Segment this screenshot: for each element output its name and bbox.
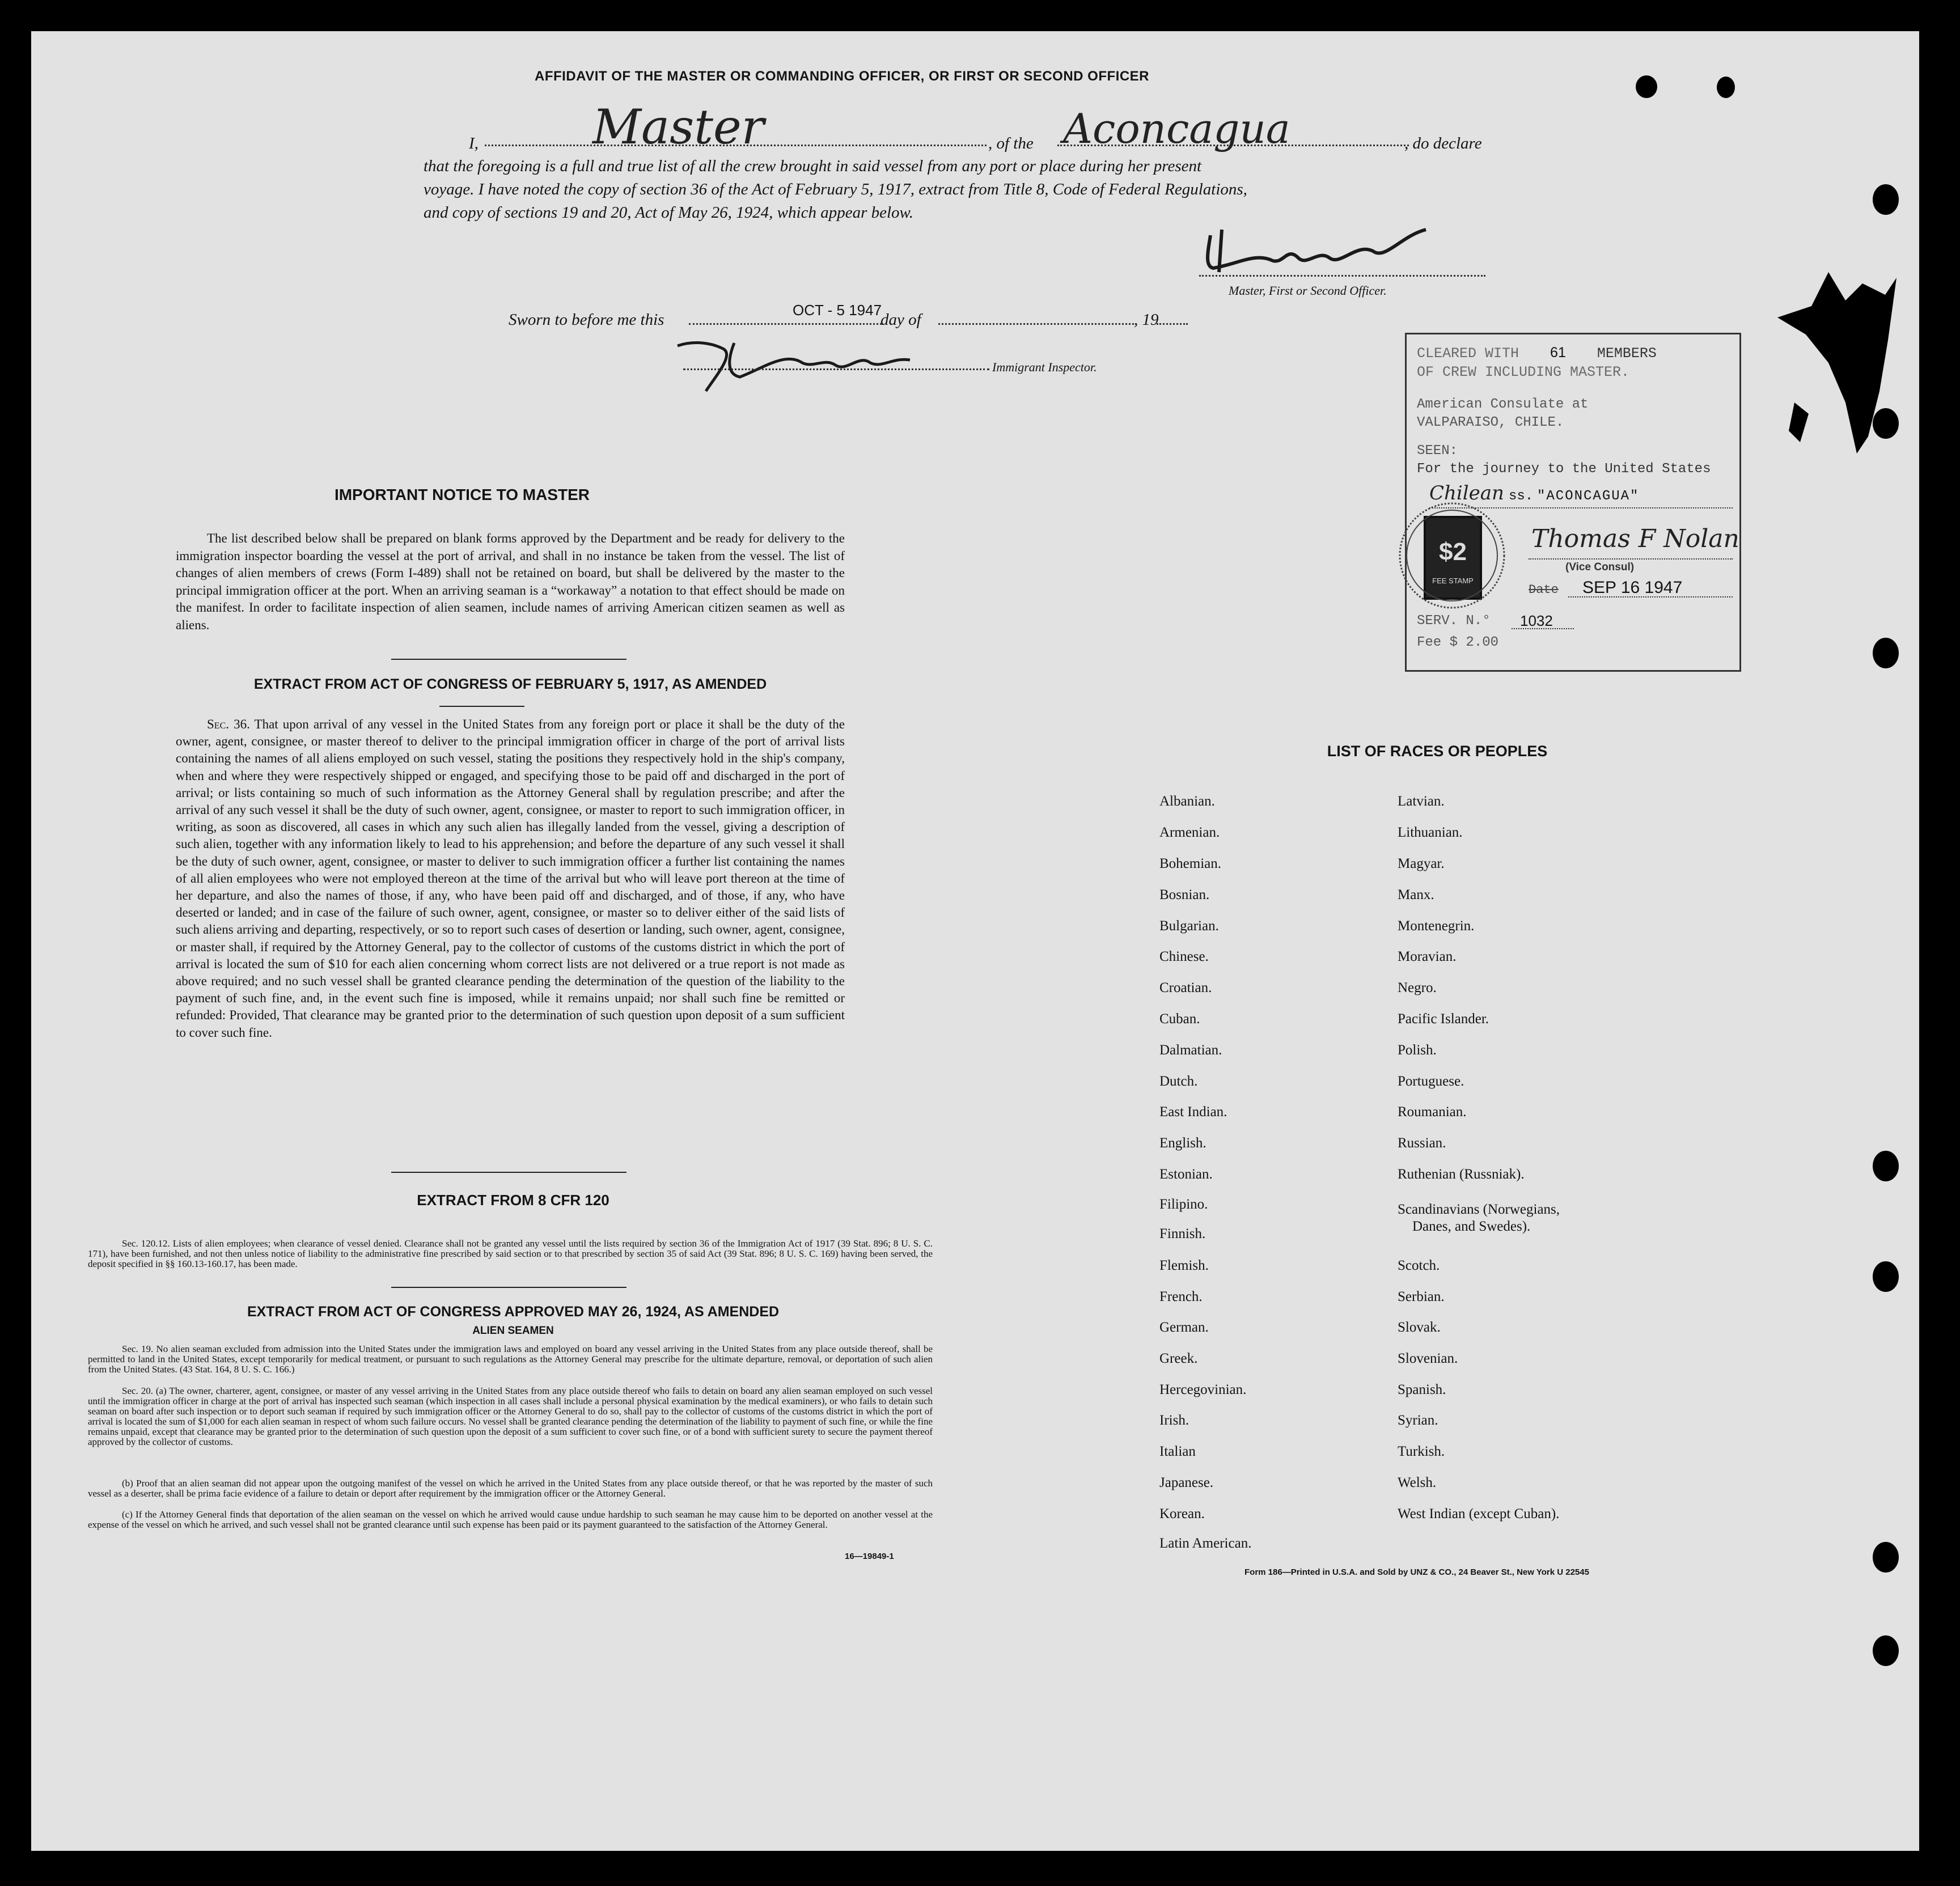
consulate-seal <box>1395 499 1509 612</box>
year-prefix: , 19 <box>1134 311 1159 329</box>
section-divider <box>439 706 524 707</box>
sworn-label: Sworn to before me this <box>509 311 664 329</box>
punch-hole <box>1636 75 1657 98</box>
vessel-handwriting: Aconcagua <box>1063 105 1290 152</box>
stamp-fee: Fee $ 2.00 <box>1417 635 1499 650</box>
race-item: Polish. <box>1398 1042 1437 1058</box>
race-item: Roumanian. <box>1398 1104 1467 1120</box>
extract-1924-subtitle: ALIEN SEAMEN <box>472 1325 554 1337</box>
race-item: Portuguese. <box>1398 1074 1464 1089</box>
punch-hole <box>1717 77 1735 98</box>
notice-body: The list described below shall be prepared on blank forms approved by the Department and be ready for delivery to the immigration inspector boarding the vessel at the port of arrival, and shall in no instance be taken from the vessel. The list of changes of alien members of crews (Form I-489) shall not be retained on board, but shall be delivered by the master to the principal immigration officer at the port. When an arriving seaman is a “workaway” a notation to that effect should be made on the manifest. In order to facilitate inspection of alien seamen, include names of arriving American citizen seamen as well as aliens. <box>176 531 845 632</box>
race-item: Russian. <box>1398 1135 1446 1151</box>
stamp-serv-line <box>1512 628 1574 629</box>
race-item: Latvian. <box>1398 794 1445 809</box>
extract-1924-sec19: Sec. 19. No alien seaman excluded from admission into the United States under the immigration laws and employed on board any vessel arriving in the United States from any place outside thereof, shall be permitted to land in the United States, except temporarily for medical treatment, or pursuant to such regulations as the Attorney General may prescribe for the ultimate departure, removal, or deportation of such alien from the United States. (43 Stat. 164, 8 U. S. C. 166.) <box>88 1343 933 1375</box>
fee-stamp-label: FEE STAMP <box>1432 577 1474 585</box>
extract-1924-title: EXTRACT FROM ACT OF CONGRESS APPROVED MAY 26, 1924, AS AMENDED <box>247 1304 780 1320</box>
race-item: Spanish. <box>1398 1382 1446 1397</box>
torn-edge-mark <box>1777 272 1896 459</box>
extract-1917-title: EXTRACT FROM ACT OF CONGRESS OF FEBRUARY 5, 1917, AS AMENDED <box>253 676 767 692</box>
race-item: French. <box>1159 1289 1203 1304</box>
race-item: Dutch. <box>1159 1074 1198 1089</box>
race-item: Slovak. <box>1398 1320 1441 1335</box>
day-of-label: day of <box>880 311 921 329</box>
race-item: Scotch. <box>1398 1258 1440 1273</box>
punch-hole <box>1873 1261 1899 1292</box>
do-declare-label: , do declare <box>1404 134 1482 152</box>
race-item: West Indian (except Cuban). <box>1398 1506 1560 1521</box>
punch-hole <box>1873 1542 1899 1573</box>
stamp-line-1 <box>1417 345 1657 362</box>
stamp-line-3: American Consulate at <box>1417 397 1589 412</box>
extract-1917-sec: Sec. 36. <box>207 717 250 731</box>
fee-stamp-amount: $2 <box>1439 538 1467 566</box>
stamp-ship-name: "ACONCAGUA" <box>1537 489 1640 504</box>
stamp-nationality: Chilean <box>1429 482 1504 505</box>
section-divider <box>391 1172 626 1173</box>
affidavit-line-3: voyage. I have noted the copy of section 36 of the Act of February 5, 1917, extract from Title 8, Code of Federal Regulations, <box>424 180 1247 198</box>
of-the-label: , of the <box>988 134 1034 152</box>
sworn-year-line <box>1157 323 1188 325</box>
affidavit-i-label: I, <box>469 134 479 152</box>
affidavit-title: AFFIDAVIT OF THE MASTER OR COMMANDING OFFICER, OR FIRST OR SECOND OFFICER <box>534 69 1150 84</box>
extract-cfr-title: EXTRACT FROM 8 CFR 120 <box>417 1192 609 1209</box>
stamp-date-label: Date <box>1529 583 1559 597</box>
inspector-signature-line <box>683 368 989 370</box>
race-item: Lithuanian. <box>1398 825 1463 840</box>
document-page <box>31 31 1919 1851</box>
race-item: Finnish. <box>1159 1226 1206 1241</box>
stamp-line-2: OF CREW INCLUDING MASTER. <box>1417 364 1630 380</box>
race-item: Syrian. <box>1398 1413 1438 1428</box>
race-item: Danes, and Swedes). <box>1412 1219 1531 1234</box>
extract-1924-sec20c: (c) If the Attorney General finds that deportation of the alien seaman on the vessel on which he arrived would cause undue hardship to such seaman he may cause him to be deported on another vessel at the expense of the vessel on which he arrived, and such vessel shall not be granted clearance until such expense has been paid or its payment guaranteed to the satisfaction of the Attorney General. <box>88 1509 933 1530</box>
punch-hole <box>1873 638 1899 668</box>
race-item: East Indian. <box>1159 1104 1227 1120</box>
race-item: Scandinavians (Norwegians, <box>1398 1202 1560 1217</box>
vice-consul-signature: Thomas F Nolan <box>1531 524 1739 553</box>
sworn-day-line <box>689 323 882 325</box>
inspector-caption: Immigrant Inspector. <box>992 360 1097 374</box>
races-title: LIST OF RACES OR PEOPLES <box>1327 743 1548 760</box>
punch-hole <box>1873 1635 1899 1666</box>
master-signature <box>1188 218 1437 281</box>
race-item: Bosnian. <box>1159 887 1210 902</box>
section-divider <box>391 1287 626 1288</box>
punch-hole <box>1873 184 1899 215</box>
stamp-ss: ss. <box>1509 489 1534 504</box>
race-item: Turkish. <box>1398 1444 1445 1459</box>
master-caption: Master, First or Second Officer. <box>1229 283 1387 298</box>
race-item: Ruthenian (Russniak). <box>1398 1167 1525 1182</box>
race-item: Bohemian. <box>1159 856 1222 871</box>
race-item: Manx. <box>1398 887 1434 902</box>
race-item: Magyar. <box>1398 856 1445 871</box>
race-item: Dalmatian. <box>1159 1042 1222 1058</box>
stamp-line-4: VALPARAISO, CHILE. <box>1417 415 1564 430</box>
race-item: Cuban. <box>1159 1011 1200 1027</box>
race-item: Welsh. <box>1398 1475 1437 1490</box>
sworn-month-line <box>938 323 1134 325</box>
stamp-date-value: SEP 16 1947 <box>1582 578 1683 597</box>
extract-1917-text: That upon arrival of any vessel in the United States from any foreign port or place it shall be the duty of the owner, agent, consignee, or master thereof to deliver to the principal immigration officer in charge of the port of arrival lists containing the names of all aliens employed on such vessel, stating the positions they respectively hold in the ship's company, when and where they were respectively shipped or engaged, and specifying those to be paid off and discharged in the port of arrival; or lists containing so much of such information as the Attorney General shall by regulation prescribe; and after the arrival of any such vessel it shall be the duty of such owner, agent, consignee, or master to report to such immigration officer, in writing, as soon as discovered, all cases in which any such alien has illegally landed from the vessel, giving a description of such alien, together with any information likely to lead to his apprehension; and before the departure of any such vessel it shall be the duty of such owner, agent, consignee, or master to deliver to such immigration officer a further list containing the names of all alien employees who were not employed thereon at the time of the arrival but who will leave port thereon at the time of her departure, and also the names of those, if any, who have been paid off and discharged, and of those, if any, who have deserted or landed; and in case of the failure of such owner, agent, consignee, or master so to deliver either of the said lists of such aliens arriving and departing, respectively, or so to report such cases of desertion or landing, such owner, agent, consignee, or master shall, if required by the Attorney General, pay to the collector of customs of the customs district in which the port of arrival is located the sum of $10 for each alien concerning whom correct lists are not delivered or a true report is not made as above required; and no such vessel shall be granted clearance pending the determination of the question of the liability to the payment of such fine, and, in the event such fine is imposed, while it remains unpaid; nor shall such fine be remitted or refunded: Provided, That clearance may be granted prior to the determination of such question upon deposit of a sum sufficient to cover such fine. <box>176 717 845 1040</box>
race-item: German. <box>1159 1320 1209 1335</box>
race-item: Greek. <box>1159 1351 1198 1366</box>
stamp-date-line <box>1568 596 1733 597</box>
sworn-date-stamp: OCT - 5 1947 <box>793 302 882 319</box>
race-item: Japanese. <box>1159 1475 1214 1490</box>
consulate-stamp <box>1405 333 1741 672</box>
stamp-serv-label: SERV. N.° <box>1417 613 1491 629</box>
stamp-crew-count: 61 <box>1550 345 1566 361</box>
extract-1917-body <box>176 716 845 1041</box>
race-item: Moravian. <box>1398 949 1457 964</box>
race-item: Filipino. <box>1159 1197 1208 1212</box>
section-divider <box>391 659 626 660</box>
race-item: Italian <box>1159 1444 1196 1459</box>
form-code: 16—19849-1 <box>845 1552 894 1561</box>
stamp-cleared-label: CLEARED WITH <box>1417 345 1519 362</box>
race-item: Negro. <box>1398 980 1437 995</box>
race-item: Bulgarian. <box>1159 918 1219 934</box>
punch-hole <box>1873 1151 1899 1181</box>
vice-consul-caption: (Vice Consul) <box>1565 561 1635 573</box>
vice-consul-line <box>1529 558 1733 560</box>
race-item: Chinese. <box>1159 949 1209 964</box>
race-item: Montenegrin. <box>1398 918 1475 934</box>
race-item: English. <box>1159 1135 1207 1151</box>
stamp-serv-number: 1032 <box>1520 612 1553 629</box>
master-signature-line <box>1199 275 1485 277</box>
master-handwriting: Master <box>592 99 764 155</box>
race-item: Latin American. <box>1159 1536 1252 1551</box>
inspector-signature <box>672 329 944 397</box>
extract-cfr-body: Sec. 120.12. Lists of alien employees; when clearance of vessel denied. Clearance shall not be granted any vessel until the lists required by section 36 of the Immigration Act of 1917 (39 Stat. 896; 8 U. S. C. 171), have been furnished, and not then unless notice of liability to the administrative fine prescribed by said section or to that prescribed by section 35 of said Act (39 Stat. 896; 8 U. S. C. 169) having been served, the deposit specified in §§ 160.13-160.17, has been made. <box>88 1238 933 1269</box>
affidavit-line-2: that the foregoing is a full and true list of all the crew brought in said vessel from any port or place during her present <box>424 157 1202 175</box>
race-item: Estonian. <box>1159 1167 1213 1182</box>
race-item: Pacific Islander. <box>1398 1011 1489 1027</box>
race-item: Armenian. <box>1159 825 1220 840</box>
race-item: Korean. <box>1159 1506 1205 1521</box>
stamp-seen: SEEN: <box>1417 443 1458 459</box>
race-item: Croatian. <box>1159 980 1212 995</box>
extract-1924-sec20a: Sec. 20. (a) The owner, charterer, agent, consignee, or master of any vessel arriving in the United States from any place outside thereof who fails to detain on board any alien seaman employed on such vessel until the immigration officer in charge at the port of arrival has inspected such seaman (which inspection in all cases shall include a personal physical examination by the medical examiners), or who fails to detain such seaman on board after such inspection or to deport such seaman if required by such immigration officer or the Attorney General to do so, shall pay to the collector of customs of the customs district in which the port of arrival is located the sum of $1,000 for each alien seaman in respect of whom such failure occurs. No vessel shall be granted clearance pending the determination of the liability to payment of such fine, or while the fine remains unpaid, except that clearance may be granted prior to the determination of such question upon the deposit of a sum sufficient to cover such fine, or of a bond with sufficient surety to secure the payment thereof approved by the collector of customs. <box>88 1385 933 1447</box>
form-footer: Form 186—Printed in U.S.A. and Sold by UNZ & CO., 24 Beaver St., New York U 22545 <box>1244 1567 1589 1577</box>
stamp-journey: For the journey to the United States <box>1417 461 1711 477</box>
notice-title: IMPORTANT NOTICE TO MASTER <box>334 486 590 503</box>
stamp-members-label: MEMBERS <box>1597 345 1657 362</box>
race-item: Slovenian. <box>1398 1351 1458 1366</box>
race-item: Flemish. <box>1159 1258 1209 1273</box>
race-item: Hercegovinian. <box>1159 1382 1247 1397</box>
race-item: Serbian. <box>1398 1289 1445 1304</box>
race-item: Albanian. <box>1159 794 1215 809</box>
affidavit-line-4: and copy of sections 19 and 20, Act of May 26, 1924, which appear below. <box>424 204 913 222</box>
race-item: Irish. <box>1159 1413 1189 1428</box>
extract-1924-sec20b: (b) Proof that an alien seaman did not appear upon the outgoing manifest of the vessel on which he arrived in the United States from any place outside thereof, or that he was reported by the master of such vessel as a deserter, shall be prima facie evidence of a failure to detain or deport after requirement by the immigration officer or the Attorney General. <box>88 1478 933 1499</box>
